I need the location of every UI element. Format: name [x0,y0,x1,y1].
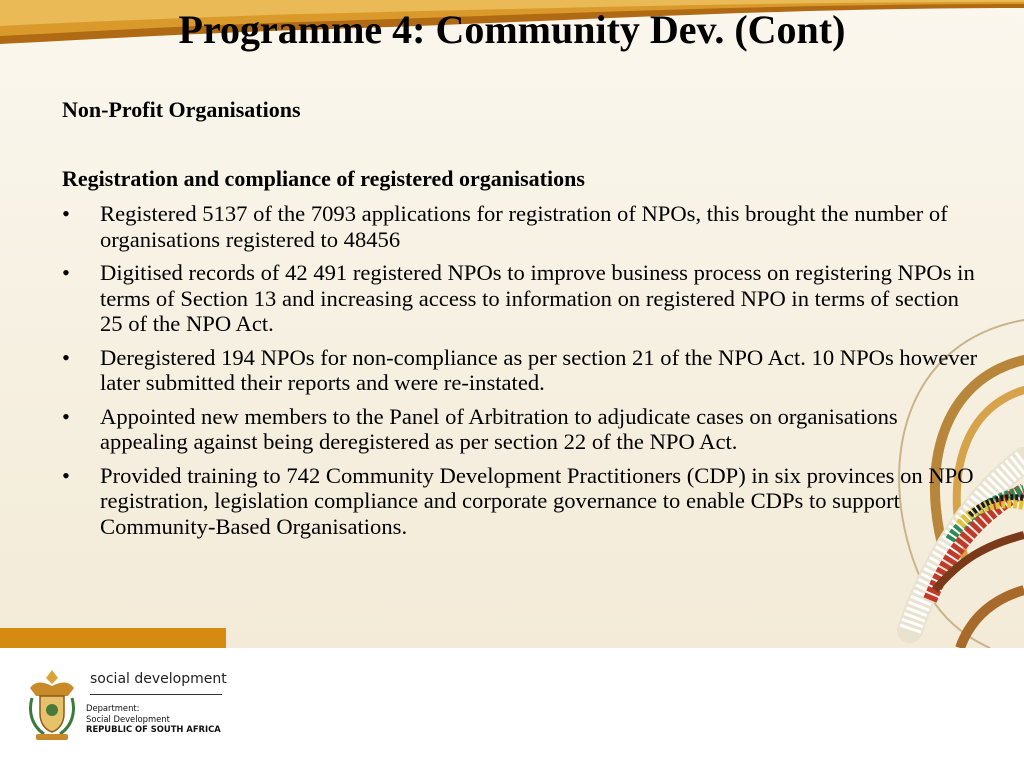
country-name: REPUBLIC OF SOUTH AFRICA [86,724,221,734]
bullet-list [62,201,982,547]
bullet-text: Registered 5137 of the 7093 applications for registration of NPOs, this brought the number of organisations registered to 48456 [100,201,948,252]
list-item [62,404,982,455]
bullet-marker: • [62,344,70,370]
section-heading: Registration and compliance of registered organisations [62,166,585,191]
bullet-text: Provided training to 742 Community Development Practitioners (CDP) in six provinces on NPO registration, legislation compliance and corporate governance to enable CDPs to support Community-Based Organisations. [100,462,974,539]
department-label: Department: [86,703,140,713]
slide-title: Programme 4: Community Dev. (Cont) [178,7,846,52]
coat-of-arms-icon [24,668,80,742]
department-name: Social Development [86,713,170,724]
bullet-marker: • [62,201,70,226]
bullet-text: Appointed new members to the Panel of Arbitration to adjudicate cases on organisations appealing against being deregistered as per section 22 of the NPO Act. [100,403,898,454]
department-block [86,703,221,735]
bullet-text: Digitised records of 42 491 registered NPOs to improve business process on registering NPOs in terms of Section 13 and increasing access to information on registered NPO in terms of section 25 of the NPO Act. [100,260,975,336]
brand-name: social development [90,671,227,687]
list-item [62,201,982,252]
bullet-marker: • [62,462,70,488]
list-item [62,260,982,337]
brand-divider [90,694,222,695]
accent-bar [0,628,226,648]
bullet-text: Deregistered 194 NPOs for non-compliance as per section 21 of the NPO Act. 10 NPOs however later submitted their reports and were re-instated. [100,344,978,395]
bullet-marker: • [62,403,70,429]
slide-subtitle: Non-Profit Organisations [62,97,301,122]
list-item [62,345,982,396]
list-item [62,463,982,540]
bullet-marker: • [62,260,70,285]
